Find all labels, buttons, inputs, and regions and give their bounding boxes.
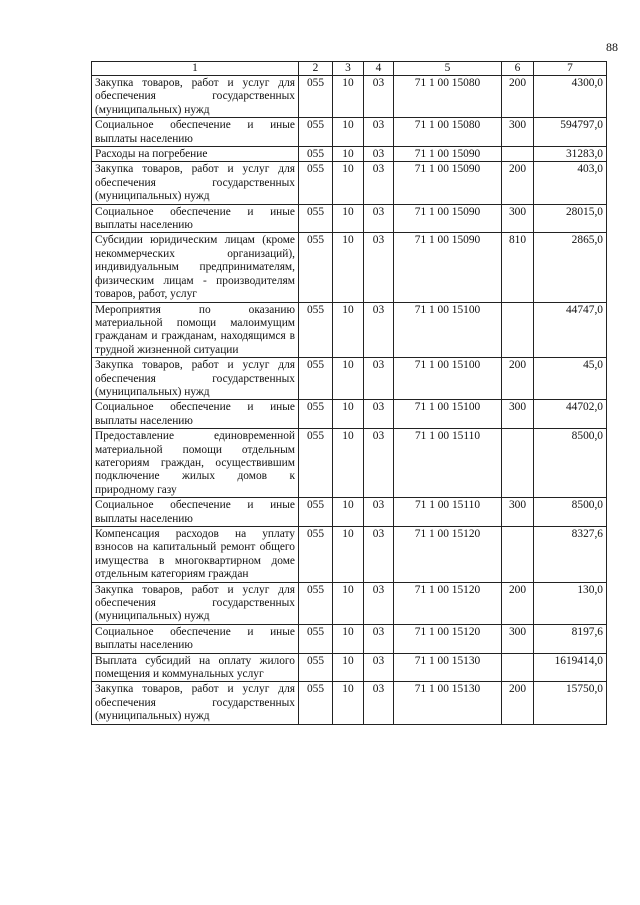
row-amount-cell: 4300,0 xyxy=(534,76,607,118)
row-amount-cell: 45,0 xyxy=(534,358,607,400)
row-col6-cell: 810 xyxy=(502,233,534,302)
table-row xyxy=(92,147,607,162)
row-name-cell: Закупка товаров, работ и услуг для обеспечения государственных (муниципальных) нужд xyxy=(92,162,299,204)
table-row xyxy=(92,204,607,233)
row-col2-cell: 055 xyxy=(299,527,333,583)
row-col6-cell xyxy=(502,653,534,682)
row-col3-cell: 10 xyxy=(333,653,364,682)
table-row xyxy=(92,162,607,204)
row-col3-cell: 10 xyxy=(333,204,364,233)
row-col3-cell: 10 xyxy=(333,358,364,400)
page-number: 88 xyxy=(606,40,618,54)
row-col5-cell: 71 1 00 15100 xyxy=(394,302,502,358)
row-col2-cell: 055 xyxy=(299,233,333,302)
row-col3-cell: 10 xyxy=(333,682,364,724)
row-col4-cell: 03 xyxy=(364,653,394,682)
row-col6-cell: 300 xyxy=(502,400,534,429)
row-col3-cell: 10 xyxy=(333,162,364,204)
row-amount-cell: 2865,0 xyxy=(534,233,607,302)
row-col5-cell: 71 1 00 15100 xyxy=(394,400,502,429)
row-name-cell: Социальное обеспечение и иные выплаты населению xyxy=(92,204,299,233)
row-amount-cell: 31283,0 xyxy=(534,147,607,162)
row-amount-cell: 44702,0 xyxy=(534,400,607,429)
column-header-2: 2 xyxy=(299,62,333,76)
table-row xyxy=(92,582,607,624)
row-col2-cell: 055 xyxy=(299,162,333,204)
row-name-cell: Мероприятия по оказанию материальной помощи малоимущим гражданам и гражданам, находящимся в трудной жизненной ситуации xyxy=(92,302,299,358)
row-col3-cell: 10 xyxy=(333,498,364,527)
row-amount-cell: 8197,6 xyxy=(534,624,607,653)
row-col3-cell: 10 xyxy=(333,76,364,118)
row-col2-cell: 055 xyxy=(299,582,333,624)
row-col3-cell: 10 xyxy=(333,233,364,302)
row-col4-cell: 03 xyxy=(364,233,394,302)
row-col5-cell: 71 1 00 15080 xyxy=(394,118,502,147)
row-col5-cell: 71 1 00 15120 xyxy=(394,527,502,583)
row-amount-cell: 28015,0 xyxy=(534,204,607,233)
row-col4-cell: 03 xyxy=(364,204,394,233)
row-col6-cell: 200 xyxy=(502,162,534,204)
row-amount-cell: 8327,6 xyxy=(534,527,607,583)
row-col5-cell: 71 1 00 15130 xyxy=(394,682,502,724)
row-col3-cell: 10 xyxy=(333,582,364,624)
row-col2-cell: 055 xyxy=(299,147,333,162)
row-col2-cell: 055 xyxy=(299,429,333,498)
row-col5-cell: 71 1 00 15090 xyxy=(394,233,502,302)
table-row xyxy=(92,233,607,302)
row-col5-cell: 71 1 00 15130 xyxy=(394,653,502,682)
row-col5-cell: 71 1 00 15090 xyxy=(394,162,502,204)
row-col6-cell: 300 xyxy=(502,624,534,653)
row-col5-cell: 71 1 00 15090 xyxy=(394,204,502,233)
row-col5-cell: 71 1 00 15110 xyxy=(394,429,502,498)
column-header-5: 5 xyxy=(394,62,502,76)
row-col6-cell xyxy=(502,302,534,358)
row-name-cell: Социальное обеспечение и иные выплаты населению xyxy=(92,400,299,429)
row-col4-cell: 03 xyxy=(364,429,394,498)
row-col6-cell: 200 xyxy=(502,682,534,724)
row-col6-cell: 200 xyxy=(502,582,534,624)
table-row xyxy=(92,498,607,527)
row-col4-cell: 03 xyxy=(364,162,394,204)
row-col3-cell: 10 xyxy=(333,527,364,583)
row-col2-cell: 055 xyxy=(299,204,333,233)
column-header-1: 1 xyxy=(92,62,299,76)
row-amount-cell: 403,0 xyxy=(534,162,607,204)
row-col2-cell: 055 xyxy=(299,118,333,147)
row-amount-cell: 594797,0 xyxy=(534,118,607,147)
row-col4-cell: 03 xyxy=(364,76,394,118)
row-col3-cell: 10 xyxy=(333,429,364,498)
row-col4-cell: 03 xyxy=(364,302,394,358)
row-col4-cell: 03 xyxy=(364,682,394,724)
budget-table xyxy=(91,61,607,725)
row-name-cell: Социальное обеспечение и иные выплаты населению xyxy=(92,118,299,147)
row-col4-cell: 03 xyxy=(364,498,394,527)
row-amount-cell: 1619414,0 xyxy=(534,653,607,682)
table-row xyxy=(92,358,607,400)
row-col4-cell: 03 xyxy=(364,582,394,624)
row-name-cell: Социальное обеспечение и иные выплаты населению xyxy=(92,498,299,527)
row-col6-cell: 300 xyxy=(502,204,534,233)
row-col5-cell: 71 1 00 15120 xyxy=(394,582,502,624)
row-col5-cell: 71 1 00 15080 xyxy=(394,76,502,118)
row-col5-cell: 71 1 00 15120 xyxy=(394,624,502,653)
row-col4-cell: 03 xyxy=(364,624,394,653)
row-name-cell: Расходы на погребение xyxy=(92,147,299,162)
row-col6-cell: 300 xyxy=(502,118,534,147)
row-col4-cell: 03 xyxy=(364,400,394,429)
row-amount-cell: 15750,0 xyxy=(534,682,607,724)
row-col2-cell: 055 xyxy=(299,302,333,358)
row-col3-cell: 10 xyxy=(333,118,364,147)
row-col2-cell: 055 xyxy=(299,653,333,682)
row-name-cell: Предоставление единовременной материальной помощи отдельным категориям граждан, осуществившим подключение жилых домов к природному газу xyxy=(92,429,299,498)
row-name-cell: Выплата субсидий на оплату жилого помещения и коммунальных услуг xyxy=(92,653,299,682)
row-col2-cell: 055 xyxy=(299,358,333,400)
row-col5-cell: 71 1 00 15090 xyxy=(394,147,502,162)
row-amount-cell: 130,0 xyxy=(534,582,607,624)
table-row xyxy=(92,527,607,583)
row-name-cell: Компенсация расходов на уплату взносов на капитальный ремонт общего имущества в многоквартирном доме отдельным категориям граждан xyxy=(92,527,299,583)
row-amount-cell: 44747,0 xyxy=(534,302,607,358)
column-header-7: 7 xyxy=(534,62,607,76)
row-col2-cell: 055 xyxy=(299,76,333,118)
row-name-cell: Закупка товаров, работ и услуг для обеспечения государственных (муниципальных) нужд xyxy=(92,582,299,624)
row-amount-cell: 8500,0 xyxy=(534,429,607,498)
row-col5-cell: 71 1 00 15110 xyxy=(394,498,502,527)
row-name-cell: Социальное обеспечение и иные выплаты населению xyxy=(92,624,299,653)
table-row xyxy=(92,429,607,498)
table-row xyxy=(92,118,607,147)
table-row xyxy=(92,653,607,682)
row-col2-cell: 055 xyxy=(299,682,333,724)
row-col3-cell: 10 xyxy=(333,147,364,162)
column-header-4: 4 xyxy=(364,62,394,76)
row-col4-cell: 03 xyxy=(364,147,394,162)
row-name-cell: Закупка товаров, работ и услуг для обеспечения государственных (муниципальных) нужд xyxy=(92,682,299,724)
row-col3-cell: 10 xyxy=(333,302,364,358)
row-name-cell: Субсидии юридическим лицам (кроме некоммерческих организаций), индивидуальным предпринимателям, физическим лицам - производителям товаров, работ, услуг xyxy=(92,233,299,302)
row-col6-cell: 200 xyxy=(502,358,534,400)
row-col4-cell: 03 xyxy=(364,358,394,400)
row-col6-cell: 200 xyxy=(502,76,534,118)
row-amount-cell: 8500,0 xyxy=(534,498,607,527)
table-row xyxy=(92,624,607,653)
column-header-3: 3 xyxy=(333,62,364,76)
row-name-cell: Закупка товаров, работ и услуг для обеспечения государственных (муниципальных) нужд xyxy=(92,76,299,118)
table-row xyxy=(92,76,607,118)
row-col2-cell: 055 xyxy=(299,498,333,527)
table-row xyxy=(92,302,607,358)
row-col3-cell: 10 xyxy=(333,624,364,653)
row-col6-cell xyxy=(502,527,534,583)
row-col2-cell: 055 xyxy=(299,400,333,429)
column-header-6: 6 xyxy=(502,62,534,76)
row-col6-cell: 300 xyxy=(502,498,534,527)
table-row xyxy=(92,400,607,429)
row-col4-cell: 03 xyxy=(364,118,394,147)
row-name-cell: Закупка товаров, работ и услуг для обеспечения государственных (муниципальных) нужд xyxy=(92,358,299,400)
row-col3-cell: 10 xyxy=(333,400,364,429)
row-col6-cell xyxy=(502,147,534,162)
row-col5-cell: 71 1 00 15100 xyxy=(394,358,502,400)
row-col6-cell xyxy=(502,429,534,498)
table-row xyxy=(92,682,607,724)
row-col4-cell: 03 xyxy=(364,527,394,583)
row-col2-cell: 055 xyxy=(299,624,333,653)
table-header-row xyxy=(92,62,607,76)
